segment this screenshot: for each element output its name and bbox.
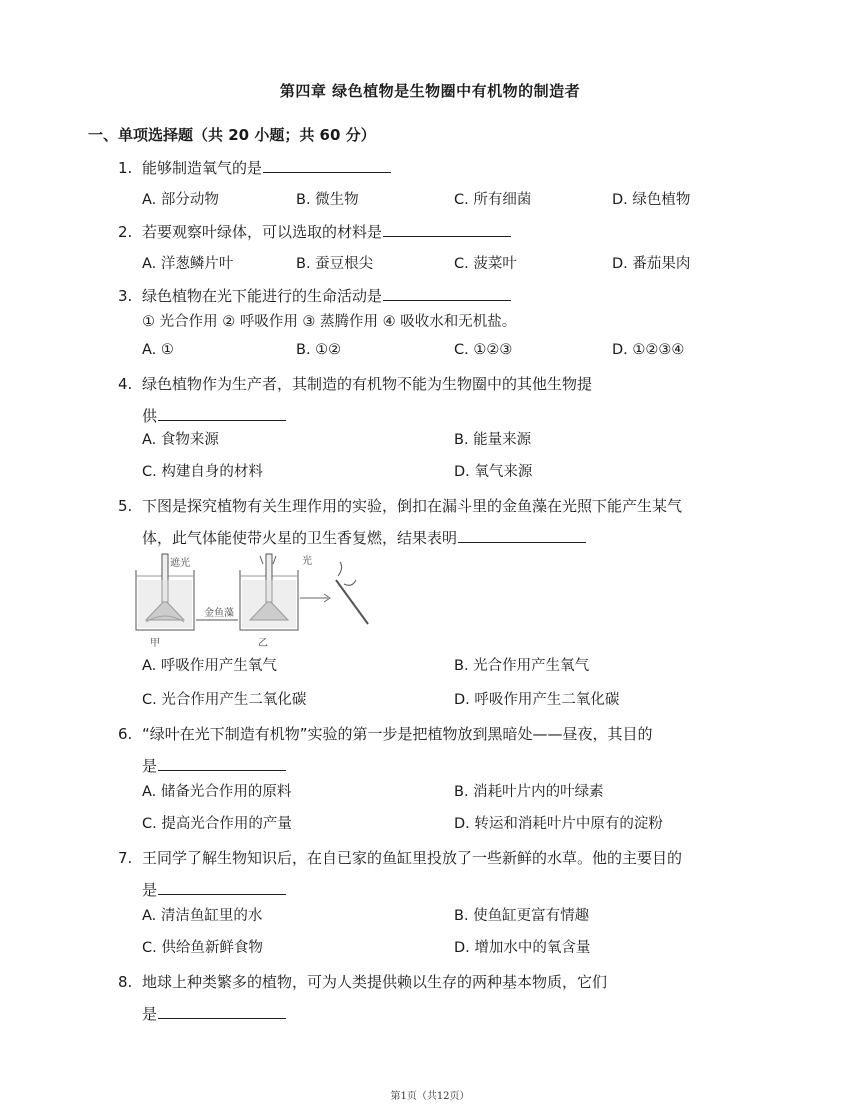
question-stem: 若要观察叶绿体，可以选取的材料是: [142, 223, 383, 241]
incense-stick-icon: [336, 562, 368, 624]
option-d[interactable]: D. 增加水中的氧含量: [454, 940, 591, 956]
answer-blank[interactable]: [158, 1002, 286, 1019]
question-number: 5.: [118, 497, 133, 515]
question-stem: “绿叶在光下制造有机物”实验的第一步是把植物放到黑暗处——昼夜，其目的: [142, 725, 653, 743]
answer-blank[interactable]: [383, 220, 511, 237]
page-footer: 第1页（共12页）: [390, 1091, 470, 1102]
answer-blank[interactable]: [158, 878, 286, 895]
options-q5-row2: [142, 684, 762, 716]
answer-blank[interactable]: [158, 754, 286, 771]
section-heading: 一、单项选择题（共 20 小题；共 60 分）: [88, 126, 376, 144]
question-stem: 地球上种类繁多的植物，可为人类提供赖以生存的两种基本物质，它们: [142, 973, 608, 991]
question-number: 8.: [118, 973, 133, 991]
option-a[interactable]: A. 呼吸作用产生氧气: [142, 658, 277, 674]
question-stem-cont: 是: [142, 757, 158, 775]
option-c[interactable]: C. 提高光合作用的产量: [142, 816, 292, 832]
option-a[interactable]: A. 储备光合作用的原料: [142, 784, 292, 800]
question-stem: 绿色植物在光下能进行的生命活动是: [142, 287, 383, 305]
question-6: [118, 718, 762, 782]
answer-blank[interactable]: [263, 156, 391, 173]
option-d[interactable]: D. 氧气来源: [454, 464, 533, 480]
option-a[interactable]: A. ①: [142, 342, 174, 358]
option-a[interactable]: A. 部分动物: [142, 192, 219, 208]
options-q5-row1: [142, 650, 762, 682]
options-q4-row1: [142, 424, 762, 456]
question-stem-cont: 供: [142, 407, 158, 425]
question-number: 4.: [118, 375, 133, 393]
label-a: 甲: [150, 638, 160, 649]
option-a[interactable]: A. 食物来源: [142, 432, 219, 448]
option-b[interactable]: B. ①②: [296, 342, 342, 358]
answer-blank[interactable]: [383, 284, 511, 301]
option-c[interactable]: C. 构建自身的材料: [142, 464, 263, 480]
statements-q3: ① 光合作用 ② 呼吸作用 ③ 蒸腾作用 ④ 吸收水和无机盐。: [142, 314, 517, 330]
label-plant: 金鱼藻: [204, 608, 234, 619]
option-b[interactable]: B. 消耗叶片内的叶绿素: [454, 784, 604, 800]
question-stem: 下图是探究植物有关生理作用的实验，倒扣在漏斗里的金鱼藻在光照下能产生某气: [142, 497, 683, 515]
option-a[interactable]: A. 清洁鱼缸里的水: [142, 908, 263, 924]
question-number: 7.: [118, 849, 133, 867]
question-stem: 绿色植物作为生产者，其制造的有机物不能为生物圈中的其他生物提: [142, 375, 593, 393]
page-title: 第四章 绿色植物是生物圈中有机物的制造者: [279, 82, 581, 100]
arrow-icon: [300, 594, 330, 602]
options-q3: [142, 334, 762, 366]
option-c[interactable]: C. 所有细菌: [454, 192, 532, 208]
option-b[interactable]: B. 蚕豆根尖: [296, 256, 374, 272]
question-number: 2.: [118, 223, 133, 241]
question-stem: 能够制造氧气的是: [142, 159, 263, 177]
option-b[interactable]: B. 能量来源: [454, 432, 532, 448]
options-q1: [142, 184, 762, 216]
answer-blank[interactable]: [458, 526, 586, 543]
answer-blank[interactable]: [158, 404, 286, 421]
option-b[interactable]: B. 使鱼缸更富有情趣: [454, 908, 590, 924]
option-b[interactable]: B. 光合作用产生氧气: [454, 658, 590, 674]
option-d[interactable]: D. 番茄果肉: [612, 256, 691, 272]
beaker-b: [240, 554, 298, 630]
options-q6-row2: [142, 808, 762, 840]
question-stem-cont: 体，此气体能使带火星的卫生香复燃，结果表明: [142, 529, 458, 547]
option-b[interactable]: B. 微生物: [296, 192, 359, 208]
options-q4-row2: [142, 456, 762, 488]
option-a[interactable]: A. 洋葱鳞片叶: [142, 256, 234, 272]
question-number: 1.: [118, 159, 133, 177]
label-shade: 遮光: [170, 558, 190, 569]
option-c[interactable]: C. 菠菜叶: [454, 256, 517, 272]
question-2: [118, 216, 762, 248]
question-7: [118, 842, 762, 906]
question-number: 6.: [118, 725, 133, 743]
question-4: [118, 368, 762, 432]
experiment-figure: [132, 550, 372, 650]
question-number: 3.: [118, 287, 133, 305]
question-stem: 王同学了解生物知识后，在自已家的鱼缸里投放了一些新鲜的水草。他的主要目的: [142, 849, 683, 867]
question-8: [118, 966, 762, 1030]
label-light: 光: [302, 556, 312, 567]
options-q6-row1: [142, 776, 762, 808]
options-q7-row2: [142, 932, 762, 964]
question-1: [118, 152, 762, 184]
option-c[interactable]: C. ①②③: [454, 342, 513, 358]
option-d[interactable]: D. 绿色植物: [612, 192, 691, 208]
options-q2: [142, 248, 762, 280]
option-c[interactable]: C. 供给鱼新鲜食物: [142, 940, 263, 956]
option-d[interactable]: D. ①②③④: [612, 342, 685, 358]
options-q7-row1: [142, 900, 762, 932]
question-5: [118, 490, 762, 554]
option-d[interactable]: D. 呼吸作用产生二氧化碳: [454, 692, 620, 708]
label-b: 乙: [258, 638, 268, 649]
option-d[interactable]: D. 转运和消耗叶片中原有的淀粉: [454, 816, 663, 832]
question-stem-cont: 是: [142, 881, 158, 899]
option-c[interactable]: C. 光合作用产生二氧化碳: [142, 692, 307, 708]
question-stem-cont: 是: [142, 1005, 158, 1023]
